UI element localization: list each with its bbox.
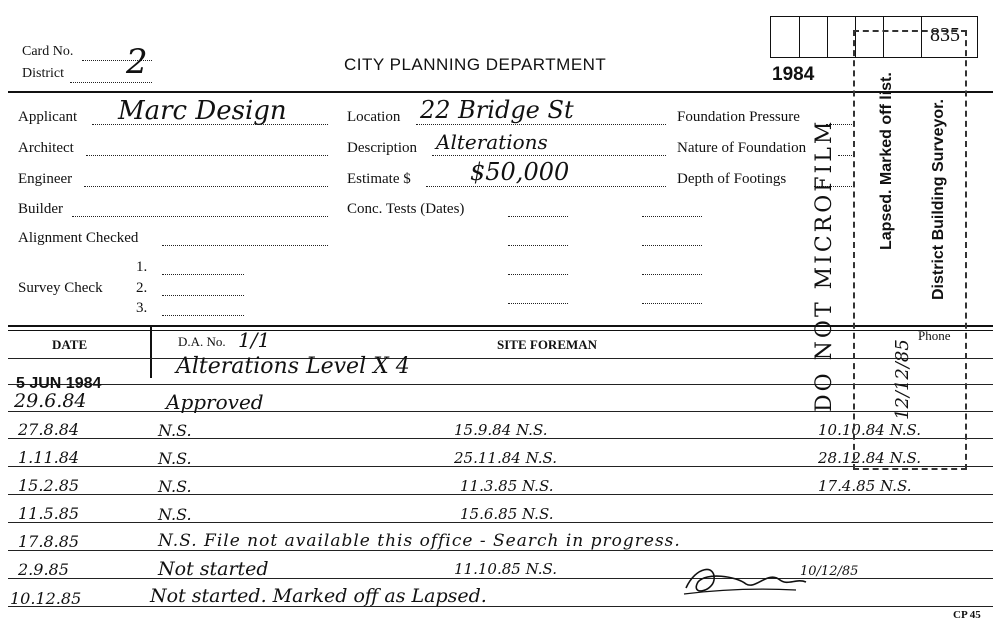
stamp-line-district: District Building Surveyor. xyxy=(930,99,947,300)
district-label: District xyxy=(22,66,64,81)
site-foreman-header: SITE FOREMAN xyxy=(497,337,598,352)
applicant-value: Marc Design xyxy=(118,96,287,126)
row-mid: 25.11.84 N.S. xyxy=(454,449,558,467)
da-no-label: D.A. No. xyxy=(178,334,226,349)
description-label: Description xyxy=(347,140,417,156)
signature xyxy=(676,558,816,604)
card-no-value: 2 xyxy=(126,42,148,82)
row-entry: N.S. File not available this office - Search in progress. xyxy=(158,531,681,551)
row-mid: 11.10.85 N.S. xyxy=(454,560,558,578)
row-date: 11.5.85 xyxy=(18,504,80,523)
row-entry: Alterations Level X 4 xyxy=(176,354,410,379)
row-entry: N.S. xyxy=(158,449,192,468)
architect-label: Architect xyxy=(18,140,74,156)
alignment-label: Alignment Checked xyxy=(18,230,139,246)
engineer-label: Engineer xyxy=(18,171,73,187)
row-mid: 15.9.84 N.S. xyxy=(454,421,548,439)
row-mid: 11.3.85 N.S. xyxy=(460,477,554,495)
row-entry: Not started xyxy=(158,558,269,580)
card-number: 835 xyxy=(930,24,960,46)
survey-item-3: 3. xyxy=(136,300,148,316)
signature-date: 10/12/85 xyxy=(800,564,859,579)
year: 1984 xyxy=(772,64,815,85)
conc-tests-label: Conc. Tests (Dates) xyxy=(347,201,465,217)
row-entry: N.S. xyxy=(158,477,192,496)
builder-label: Builder xyxy=(18,201,63,217)
da-no-value: 1/1 xyxy=(238,328,271,352)
row-right: 10.10.84 N.S. xyxy=(818,421,922,439)
page-title: CITY PLANNING DEPARTMENT xyxy=(344,55,607,74)
survey-item-2: 2. xyxy=(136,280,148,296)
estimate-label: Estimate $ xyxy=(347,171,411,187)
row-entry: N.S. xyxy=(158,421,192,440)
do-not-microfilm-note: DO NOT MICROFILM xyxy=(812,118,837,412)
row-date: 1.11.84 xyxy=(18,448,80,467)
card-no-label: Card No. xyxy=(22,44,74,59)
location-label: Location xyxy=(347,109,401,125)
row-right: 28.12.84 N.S. xyxy=(818,449,922,467)
row-right: 17.4.85 N.S. xyxy=(818,477,912,495)
form-code: CP 45 xyxy=(953,609,981,621)
row-date: 2.9.85 xyxy=(18,560,69,579)
stamp-date-note: 12/12/85 xyxy=(892,339,913,420)
applicant-label: Applicant xyxy=(18,109,78,125)
nature-foundation-label: Nature of Foundation xyxy=(677,140,807,156)
description-value: Alterations xyxy=(436,130,548,154)
stamp-line-lapsed: Lapsed. Marked off list. xyxy=(878,72,895,250)
row-date: 27.8.84 xyxy=(18,420,80,439)
survey-item-1: 1. xyxy=(136,259,148,275)
depth-footings-label: Depth of Footings xyxy=(677,171,787,187)
row-date: 5 JUN 1984 xyxy=(16,375,102,392)
date-column-header: DATE xyxy=(52,337,88,352)
survey-label: Survey Check xyxy=(18,280,103,296)
row-entry: Not started. Marked off as Lapsed. xyxy=(150,585,487,607)
row-date: 15.2.85 xyxy=(18,476,80,495)
row-mid: 15.6.85 N.S. xyxy=(460,505,554,523)
row-date: 10.12.85 xyxy=(10,589,82,608)
location-value: 22 Bridge St xyxy=(420,96,574,124)
phone-header: Phone xyxy=(918,328,951,343)
row-entry: Approved xyxy=(166,390,264,414)
foundation-pressure-label: Foundation Pressure xyxy=(677,109,800,125)
estimate-value: $50,000 xyxy=(470,158,570,186)
row-date: 29.6.84 xyxy=(14,390,87,412)
row-date: 17.8.85 xyxy=(18,532,80,551)
row-entry: N.S. xyxy=(158,505,192,524)
